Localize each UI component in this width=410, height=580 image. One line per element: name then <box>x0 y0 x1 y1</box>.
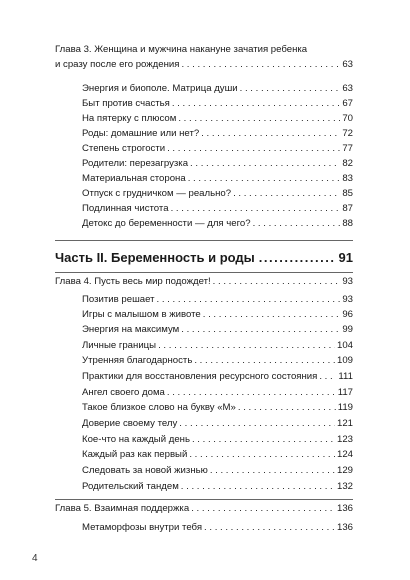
toc-item-label: Детокс до беременности — для чего? <box>82 218 251 229</box>
divider <box>55 240 353 241</box>
leader-dots <box>179 418 335 430</box>
toc-item-page: 83 <box>342 173 353 184</box>
toc-item-label: Личные границы <box>82 340 157 351</box>
toc-item[interactable] <box>82 402 353 414</box>
leader-dots <box>194 355 335 367</box>
toc-item-page: 63 <box>342 83 353 94</box>
leader-dots <box>191 503 335 515</box>
toc-item-label: Игры с малышом в животе <box>82 309 201 320</box>
toc-item[interactable] <box>82 143 353 155</box>
leader-dots <box>319 371 336 383</box>
toc-item-page: 85 <box>342 188 353 199</box>
toc-item[interactable] <box>82 203 353 215</box>
chapter3-title-line2: и сразу после его рождения <box>55 59 180 70</box>
leader-dots <box>157 294 341 306</box>
toc-item[interactable] <box>82 83 353 95</box>
toc-item-page: 72 <box>342 128 353 139</box>
toc-item-label: Утренняя благодарность <box>82 355 193 366</box>
leader-dots <box>158 340 335 352</box>
leader-dots <box>192 434 335 446</box>
toc-item-page: 77 <box>342 143 353 154</box>
leader-dots <box>181 481 335 493</box>
part2-title: Часть II. Беременность и роды <box>55 250 255 265</box>
toc-item-label: Практики для восстановления ресурсного состояния <box>82 371 318 382</box>
toc-chapter4-row[interactable] <box>55 276 353 288</box>
toc-item[interactable] <box>82 158 353 170</box>
part2-page: 91 <box>338 250 353 265</box>
toc-item-page: 136 <box>336 522 353 533</box>
leader-dots <box>204 522 335 534</box>
leader-dots <box>253 218 341 230</box>
leader-dots <box>240 83 341 95</box>
chapter5-page: 136 <box>336 503 353 514</box>
toc-item[interactable] <box>82 218 353 230</box>
toc-chapter3-row[interactable] <box>55 59 353 71</box>
toc-item-label: Метаморфозы внутри тебя <box>82 522 203 533</box>
toc-item-label: Ангел своего дома <box>82 387 165 398</box>
leader-dots <box>259 250 335 266</box>
toc-item[interactable] <box>82 434 353 446</box>
toc-part2-row[interactable] <box>55 250 353 266</box>
toc-item[interactable] <box>82 418 353 430</box>
toc-item-label: Родительский тандем <box>82 481 179 492</box>
toc-item-label: Степень строгости <box>82 143 166 154</box>
toc-item-label: Энергия и биополе. Матрица души <box>82 83 238 94</box>
leader-dots <box>181 59 340 71</box>
toc-item-page: 119 <box>337 402 353 413</box>
toc-item-page: 93 <box>342 294 353 305</box>
toc-item[interactable] <box>82 371 353 383</box>
toc-item-label: На пятерку с плюсом <box>82 113 177 124</box>
toc-item[interactable] <box>82 173 353 185</box>
toc-item[interactable] <box>82 98 353 110</box>
toc-item[interactable] <box>82 522 353 534</box>
toc-item-page: 96 <box>342 309 353 320</box>
toc-item-label: Роды: домашние или нет? <box>82 128 200 139</box>
leader-dots <box>238 402 336 414</box>
chapter4-page: 93 <box>342 276 353 287</box>
toc-item-page: 124 <box>336 449 353 460</box>
toc-item[interactable] <box>82 309 353 321</box>
leader-dots <box>178 113 340 125</box>
leader-dots <box>188 173 341 185</box>
toc-item-label: Материальная сторона <box>82 173 186 184</box>
toc-item-label: Доверие своему телу <box>82 418 178 429</box>
toc-item[interactable] <box>82 294 353 306</box>
toc-item-page: 123 <box>336 434 353 445</box>
leader-dots <box>201 128 340 140</box>
toc-item[interactable] <box>82 128 353 140</box>
toc-item-page: 67 <box>342 98 353 109</box>
toc-item-page: 70 <box>342 113 353 124</box>
leader-dots <box>213 276 341 288</box>
divider <box>55 499 353 500</box>
toc-item-page: 129 <box>336 465 353 476</box>
leader-dots <box>171 203 341 215</box>
divider <box>55 272 353 273</box>
chapter3-title-line1: Глава 3. Женщина и мужчина накануне зачатия ребенка <box>55 44 308 55</box>
chapter5-title: Глава 5. Взаимная поддержка <box>55 503 190 514</box>
leader-dots <box>203 309 341 321</box>
toc-item-label: Энергия на максимум <box>82 324 180 335</box>
toc-item-label: Быт против счастья <box>82 98 170 109</box>
leader-dots <box>233 188 340 200</box>
toc-item-label: Следовать за новой жизнью <box>82 465 208 476</box>
chapter3-page: 63 <box>342 59 353 70</box>
toc-item-page: 109 <box>336 355 353 366</box>
toc-item-page: 82 <box>342 158 353 169</box>
toc-item-label: Подлинная чистота <box>82 203 169 214</box>
toc-chapter5-row[interactable] <box>55 503 353 515</box>
toc-item-page: 87 <box>342 203 353 214</box>
toc-item-page: 121 <box>336 418 353 429</box>
toc-item-label: Родители: перезагрузка <box>82 158 189 169</box>
leader-dots <box>189 449 335 461</box>
toc-item[interactable] <box>82 387 353 399</box>
toc-item[interactable] <box>82 449 353 461</box>
toc-item[interactable] <box>82 355 353 367</box>
leader-dots <box>181 324 340 336</box>
toc-item[interactable] <box>82 340 353 352</box>
leader-dots <box>167 143 340 155</box>
toc-item[interactable] <box>82 188 353 200</box>
toc-item-page: 117 <box>337 387 353 398</box>
chapter4-title: Глава 4. Пусть весь мир подождет! <box>55 276 211 287</box>
leader-dots <box>190 158 340 170</box>
toc-item[interactable] <box>82 324 353 336</box>
toc-item[interactable] <box>82 481 353 493</box>
leader-dots <box>210 465 335 477</box>
toc-item-page: 111 <box>338 371 353 382</box>
toc-item-label: Такое близкое слово на букву «М» <box>82 402 236 413</box>
toc-item-page: 132 <box>336 481 353 492</box>
toc-item-page: 88 <box>342 218 353 229</box>
toc-item[interactable] <box>82 465 353 477</box>
toc-item-label: Отпуск с грудничком — реально? <box>82 188 232 199</box>
toc-item-page: 99 <box>342 324 353 335</box>
toc-item[interactable] <box>82 113 353 125</box>
page-number: 4 <box>32 553 38 564</box>
toc-item-label: Позитив решает <box>82 294 155 305</box>
toc-item-label: Кое-что на каждый день <box>82 434 190 445</box>
toc-item-page: 104 <box>336 340 353 351</box>
toc-item-label: Каждый раз как первый <box>82 449 188 460</box>
leader-dots <box>167 387 336 399</box>
leader-dots <box>172 98 340 110</box>
